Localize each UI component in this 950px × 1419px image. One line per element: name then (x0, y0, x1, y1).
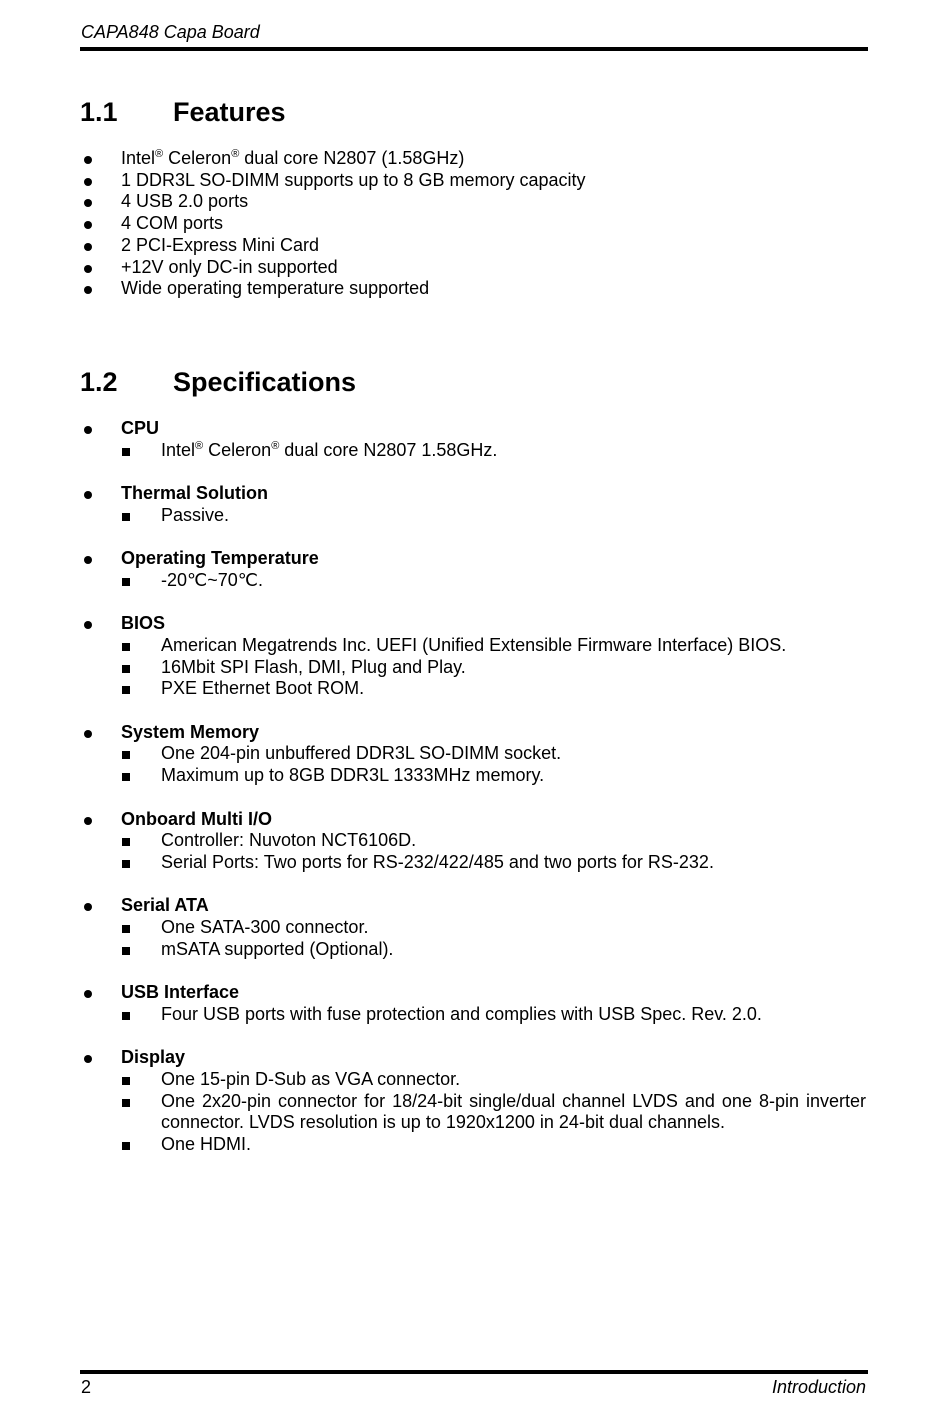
bullet-icon (84, 221, 92, 229)
page-number: 2 (81, 1377, 92, 1397)
bullet-icon (84, 243, 92, 251)
item-text: dual core N2807 1.58GHz. (279, 439, 498, 460)
square-bullet-icon (122, 1142, 130, 1150)
item-text: PXE Ethernet Boot ROM. (161, 678, 365, 699)
section-number: 1.2 (80, 367, 118, 397)
square-bullet-icon (122, 838, 130, 846)
spec-group-usb-interface (80, 982, 866, 1025)
spec-title-text: Thermal Solution (121, 483, 269, 504)
bullet-icon (84, 178, 92, 186)
spec-item (80, 852, 866, 874)
spec-title (80, 982, 866, 1004)
bullet-icon (84, 426, 92, 434)
section-heading-features (80, 96, 286, 128)
item-text: 2 PCI-Express Mini Card (121, 234, 320, 255)
item-text: Celeron (163, 148, 232, 168)
square-bullet-icon (122, 751, 130, 759)
item-text: American Megatrends Inc. UEFI (Unified Extensible Firmware Interface) BIOS. (161, 634, 787, 655)
spec-item (80, 505, 866, 527)
square-bullet-icon (122, 860, 130, 868)
registered-mark: ® (155, 148, 164, 160)
item-text: Four USB ports with fuse protection and complies with USB Spec. Rev. 2.0. (161, 1003, 762, 1024)
spec-item (80, 1134, 866, 1156)
bullet-icon (84, 265, 92, 273)
registered-mark: ® (231, 148, 240, 160)
spec-group-operating-temperature (80, 548, 866, 591)
bullet-icon (84, 156, 92, 164)
spec-group-display (80, 1047, 866, 1156)
spec-item (80, 917, 866, 939)
spec-title (80, 613, 866, 635)
square-bullet-icon (122, 1077, 130, 1085)
spec-title (80, 548, 866, 570)
spec-item (80, 765, 866, 787)
item-text: One 2x20-pin connector for 18/24-bit single/dual channel LVDS and one 8-pin inverter connector. LVDS resolution is up to 1920x1200 in 24-bit dual channels. (161, 1090, 866, 1133)
item-text: 4 USB 2.0 ports (121, 191, 249, 212)
item-text: Wide operating temperature supported (121, 278, 430, 299)
square-bullet-icon (122, 773, 130, 781)
section-heading-specifications (80, 366, 356, 398)
item-text: dual core N2807 (1.58GHz) (239, 148, 465, 168)
header-rule (80, 47, 868, 51)
spec-item (80, 1004, 866, 1026)
list-item (80, 213, 866, 235)
spec-item (80, 635, 866, 657)
specifications-list (80, 418, 866, 1177)
spec-title-text: USB Interface (121, 982, 240, 1003)
spec-title-text: Display (121, 1047, 186, 1068)
spec-item (80, 743, 866, 765)
spec-title (80, 483, 866, 505)
spec-title (80, 722, 866, 744)
spec-title-text: Serial ATA (121, 895, 209, 916)
spec-title-text: Operating Temperature (121, 548, 319, 569)
list-item (80, 278, 866, 300)
bullet-icon (84, 817, 92, 825)
section-title: Specifications (173, 367, 357, 397)
spec-group-onboard-multi-io (80, 809, 866, 874)
bullet-icon (84, 556, 92, 564)
bullet-icon (84, 903, 92, 911)
list-item (80, 235, 866, 257)
bullet-icon (84, 990, 92, 998)
section-number: 1.1 (80, 97, 118, 127)
square-bullet-icon (122, 925, 130, 933)
item-text: 1 DDR3L SO-DIMM supports up to 8 GB memory capacity (121, 169, 586, 190)
square-bullet-icon (122, 947, 130, 955)
spec-title-text: CPU (121, 418, 160, 438)
item-text: +12V only DC-in supported (121, 256, 338, 277)
item-text: -20℃~70℃. (161, 569, 263, 590)
list-item (80, 257, 866, 279)
item-text: Maximum up to 8GB DDR3L 1333MHz memory. (161, 765, 545, 786)
square-bullet-icon (122, 448, 130, 456)
spec-title (80, 418, 866, 440)
spec-group-serial-ata (80, 895, 866, 960)
item-text: One 204-pin unbuffered DDR3L SO-DIMM socket. (161, 743, 562, 764)
square-bullet-icon (122, 1012, 130, 1020)
spec-item (80, 939, 866, 961)
item-text: Controller: Nuvoton NCT6106D. (161, 830, 417, 851)
square-bullet-icon (122, 686, 130, 694)
spec-group-cpu (80, 418, 866, 461)
list-item (80, 148, 866, 170)
bullet-icon (84, 286, 92, 294)
spec-item (80, 570, 866, 592)
spec-group-system-memory (80, 722, 866, 787)
spec-title (80, 1047, 866, 1069)
spec-item (80, 657, 866, 679)
spec-title-text: System Memory (121, 721, 260, 742)
spec-title-text: BIOS (121, 613, 166, 634)
footer-rule (80, 1370, 868, 1374)
spec-item (80, 1069, 866, 1091)
item-text: Intel (161, 439, 196, 460)
bullet-icon (84, 199, 92, 207)
item-text: Intel (121, 148, 156, 168)
item-text: 16Mbit SPI Flash, DMI, Plug and Play. (161, 656, 466, 677)
item-text: mSATA supported (Optional). (161, 938, 394, 959)
bullet-icon (84, 1055, 92, 1063)
page-header-title: CAPA848 Capa Board (81, 22, 260, 42)
spec-group-bios (80, 613, 866, 700)
spec-group-thermal-solution (80, 483, 866, 526)
square-bullet-icon (122, 643, 130, 651)
registered-mark: ® (271, 439, 280, 452)
spec-item (80, 440, 866, 462)
spec-title-text: Onboard Multi I/O (121, 808, 272, 829)
bullet-icon (84, 730, 92, 738)
item-text: One HDMI. (161, 1134, 252, 1155)
spec-item (80, 678, 866, 700)
section-title: Features (173, 97, 286, 127)
spec-item (80, 830, 866, 852)
spec-title (80, 895, 866, 917)
spec-item (80, 1091, 866, 1134)
item-text: Celeron (203, 439, 272, 460)
square-bullet-icon (122, 513, 130, 521)
square-bullet-icon (122, 1099, 130, 1107)
square-bullet-icon (122, 578, 130, 586)
bullet-icon (84, 491, 92, 499)
footer-section-name: Introduction (771, 1377, 866, 1397)
item-text: 4 COM ports (121, 213, 224, 234)
item-text: One SATA-300 connector. (161, 917, 369, 938)
features-list (80, 148, 866, 300)
item-text: Serial Ports: Two ports for RS-232/422/485 and two ports for RS-232. (161, 851, 714, 872)
registered-mark: ® (195, 439, 204, 452)
bullet-icon (84, 621, 92, 629)
list-item (80, 191, 866, 213)
spec-title (80, 809, 866, 831)
square-bullet-icon (122, 665, 130, 673)
list-item (80, 170, 866, 192)
item-text: One 15-pin D-Sub as VGA connector. (161, 1068, 461, 1089)
item-text: Passive. (161, 504, 230, 525)
